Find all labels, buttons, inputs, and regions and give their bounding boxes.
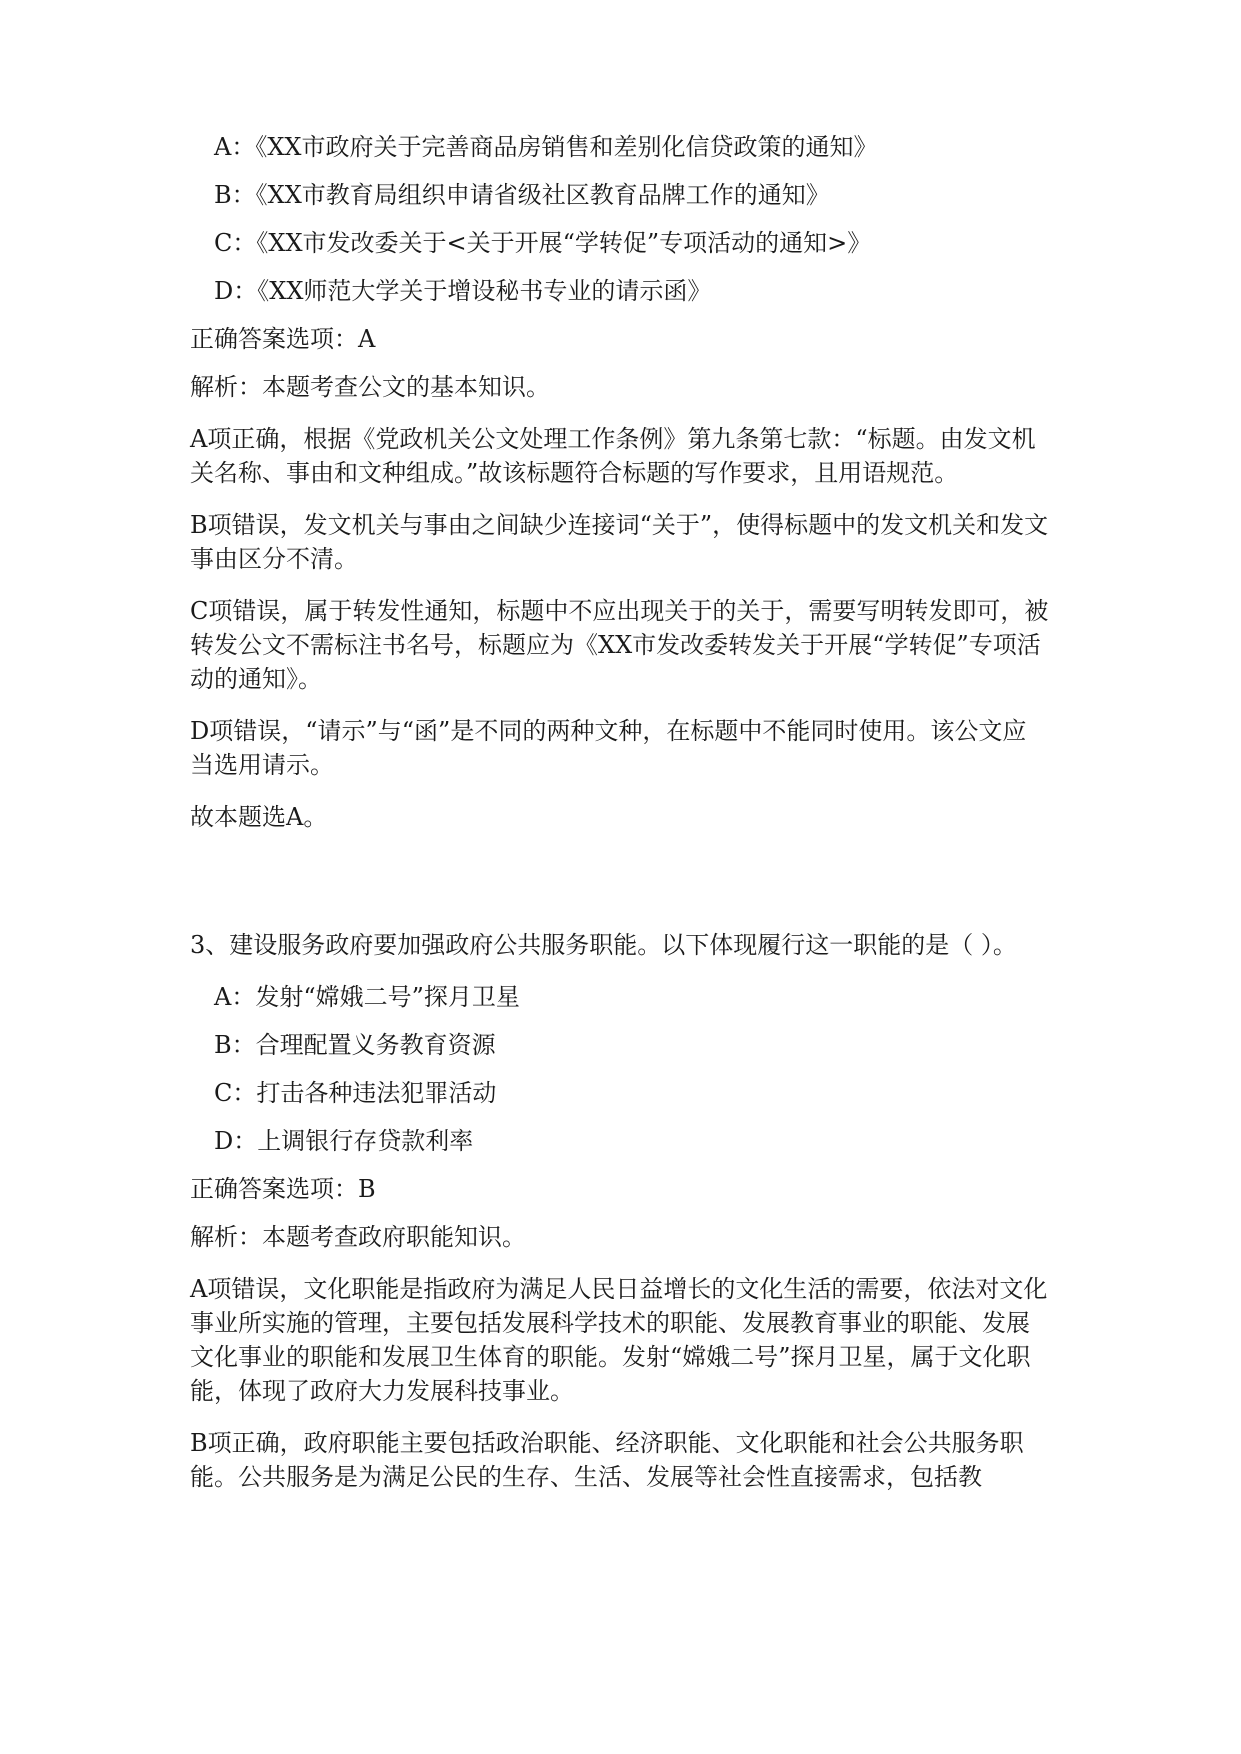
q3-option-d: D：上调银行存贷款利率 [214,1127,474,1155]
q3-correct-answer: 正确答案选项：B [190,1175,376,1203]
explanation-a: A项正确，根据《党政机关公文处理工作条例》第九条第七款：“标题。由发文机关名称、事由和文种组成。”故该标题符合标题的写作要求，且用语规范。 [190,425,1036,487]
explanation-b: B项错误，发文机关与事由之间缺少连接词“关于”，使得标题中的发文机关和发文事由区分不清。 [190,511,1049,573]
conclusion: 故本题选A。 [190,803,328,831]
option-d: D：《XX师范大学关于增设秘书专业的请示函》 [214,277,712,305]
option-a: A：《XX市政府关于完善商品房销售和差别化信贷政策的通知》 [214,133,878,161]
q3-option-c: C：打击各种违法犯罪活动 [214,1079,497,1107]
document-page [190,130,1050,1494]
q3-analysis: 解析：本题考查政府职能知识。 [190,1223,526,1251]
correct-answer: 正确答案选项：A [190,325,376,353]
q3-explanation-a: A项错误，文化职能是指政府为满足人民日益增长的文化生活的需要，依法对文化事业所实施的管理，主要包括发展科学技术的职能、发展教育事业的职能、发展文化事业的职能和发展卫生体育的职能。发射“嫦娥二号”探月卫星，属于文化职能，体现了政府大力发展科技事业。 [190,1275,1048,1405]
option-c: C：《XX市发改委关于<关于开展“学转促”专项活动的通知>》 [214,229,872,257]
explanation-d: D项错误，“请示”与“函”是不同的两种文种，在标题中不能同时使用。该公文应当选用请示。 [190,717,1027,779]
q3-option-a: A：发射“嫦娥二号”探月卫星 [214,983,520,1011]
analysis: 解析：本题考查公文的基本知识。 [190,373,550,401]
q3-explanation-b: B项正确，政府职能主要包括政治职能、经济职能、文化职能和社会公共服务职能。公共服务是为满足公民的生存、生活、发展等社会性直接需求，包括教 [190,1429,1024,1491]
q3-option-b: B：合理配置义务教育资源 [214,1031,496,1059]
explanation-c: C项错误，属于转发性通知，标题中不应出现关于的关于，需要写明转发即可，被转发公文不需标注书名号，标题应为《XX市发改委转发关于开展“学转促”专项活动的通知》。 [190,597,1049,693]
question-3: 3、建设服务政府要加强政府公共服务职能。以下体现履行这一职能的是（ ）。 [190,931,1017,959]
option-b: B：《XX市教育局组织申请省级社区教育品牌工作的通知》 [214,181,830,209]
